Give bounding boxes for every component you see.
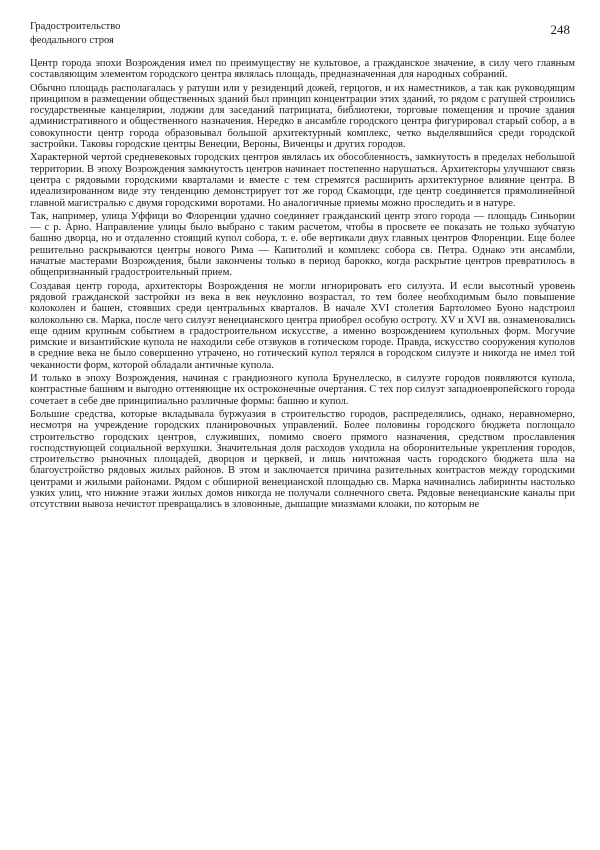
paragraph-3: Характерной чертой средневековых городских центров являлась их обособленность, замкнутость в пределах небольшой территории. В эпоху Возрождения замкнутость центров начинает постепенно нарушаться. Архитекторы улучшают связь центра с рядовыми городскими кварталами и вместе с тем стремятся расширить архитектурное влияние центра. В идеализированном виде эту тенденцию демонстрирует тот же город Скамоцци, где центр соединяется прямолинейной главной магистралью с двумя городскими воротами. Но аналогичные приемы можно проследить и в натуре. — [30, 152, 575, 209]
paragraph-7: Большие средства, которые вкладывала буржуазия в строительство городов, распределялись, однако, неравномерно, несмотря на учреждение городских планировочных управлений. Более половины городского бюджета поглощало строительство городских центров, служивших, помимо своего прямого назначения, средством прославления господствующей социальной верхушки. Значительная доля расходов уходила на оборонительные укрепления городов, строительство рыночных площадей, дворцов и церквей, и лишь ничтожная часть городского бюджета шла на благоустройство рядовых жилых районов. В этом и заключается причина разительных контрастов между городскими центрами и жилыми районами. Рядом с обширной венецианской площадью св. Марка начинались лабиринты настолько узких улиц, что нижние этажи жилых домов никогда не получали солнечного света. Рядовые венецианские каналы при отсутствии вывоза нечистот превращались в зловонные, дышащие миазмами клоаки, по которым не — [30, 408, 575, 511]
paragraph-1: Центр города эпохи Возрождения имел по преимуществу не культовое, а гражданское значение, в силу чего главным составляющим элементом городского центра являлась площадь, предназначенная для народных собраний. — [30, 58, 575, 81]
running-header-line-1: Градостроительство — [30, 21, 121, 32]
paragraph-2: Обычно площадь располагалась у ратуши или у резиденций дожей, герцогов, и их наместников, а так как руководящим принципом в размещении общественных зданий был принцип концентрации этих зданий, то рядом с ратушей строились государственные канцелярии, лоджии для заседаний патрициата, библиотеки, торговые помещения и прочие здания административного и общественного назначения. Нередко в ансамбле городского центра фигурировал старый собор, а в совокупности центр города образовывал большой архитектурный комплекс, четко выделявшийся среди городской застройки. Таковы городские центры Венеции, Вероны, Виченцы и других городов. — [30, 82, 575, 151]
running-header-line-2: феодального строя — [30, 35, 114, 46]
paragraph-5: Создавая центр города, архитекторы Возрождения не могли игнорировать его силуэта. И если высотный уровень рядовой гражданской застройки из века в век неуклонно возрастал, то тем более необходимым было повышение колоколен и башен, стоявших среди центральных кварталов. В начале XVI столетия Бартоломео Буоно надстроил колокольню св. Марка, после чего силуэт венецианского центра приобрел особую остроту. XV и XVI вв. ознаменовались еще одним крупным событием в градостроительном искусстве, а именно возрождением купольных форм. Могучие римские и византийские купола не находили себе отзвуков в готическом городе. Правда, искусство сооружения куполов в средние века не было совершенно утрачено, но готический купол терялся в городском силуэте и никогда не имел той чеканности форм, которой обладали античные купола. — [30, 280, 575, 371]
paragraph-6: И только в эпоху Возрождения, начиная с грандиозного купола Брунеллеско, в силуэте городов появляются купола, контрастные башням и выгодно оттеняющие их остроконечные очертания. С тех пор силуэт западноевропейского города сочетает в себе две принципиально различные формы: башню и купол. — [30, 373, 575, 407]
page-number: 248 — [550, 22, 570, 37]
paragraph-4: Так, например, улица Уффици во Флоренции удачно соединяет гражданский центр этого города — площадь Синьории — с р. Арно. Направление улицы было выбрано с таким расчетом, чтобы в просвете ее показать не только зубчатую башню дворца, но и отдаленно стоящий купол собора, т. е. обе вертикали двух главных центров Флоренции. Еще более решительно раскрываются центры нового Рима — Капитолий и комплекс собора св. Петра. Однако эти ансамбли, начатые мастерами Возрождения, были закончены только в период барокко, когда раскрытие центров превратилось в общепризнанный градостроительный прием. — [30, 210, 575, 279]
running-header — [30, 20, 120, 48]
body-text — [30, 58, 575, 513]
